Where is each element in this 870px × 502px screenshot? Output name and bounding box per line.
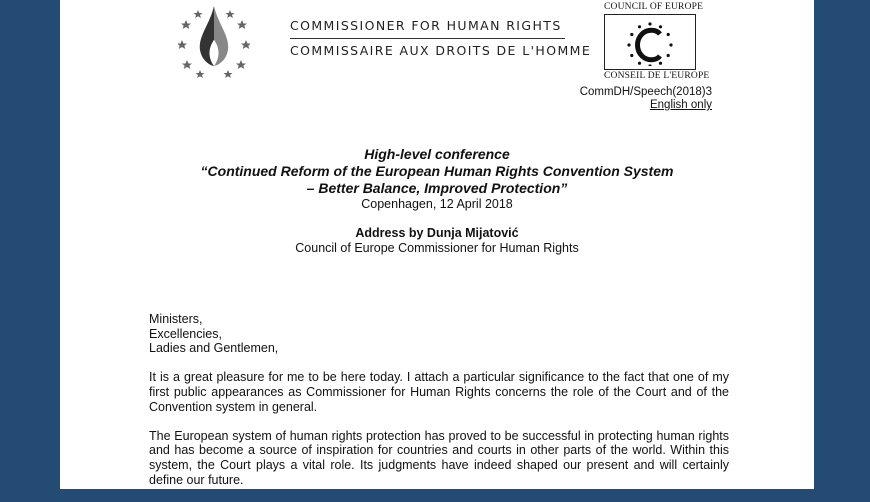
speaker-role: Council of Europe Commissioner for Human Rights	[295, 241, 579, 255]
coe-name-en: COUNCIL OF EUROPE	[604, 0, 696, 15]
commissioner-title-en: COMMISSIONER FOR HUMAN RIGHTS	[290, 18, 565, 39]
salutation-line: Ministers,	[149, 312, 203, 326]
paragraph: The European system of human rights protection has proved to be successful in protecting human rights and has become a source of inspiration for countries and courts in other parts of the world. Within this system, the Court plays a vital role. Its judgments have indeed shaped our present and will certainly define our future.	[149, 428, 729, 487]
council-of-europe-logo-block	[604, 0, 710, 81]
language-note: English only	[649, 99, 712, 111]
conference-title-line2: “Continued Reform of the European Human Rights Convention System	[200, 163, 674, 179]
speech-body	[149, 312, 729, 502]
speaker: Address by Dunja Mijatović	[355, 226, 519, 240]
commissioner-title-fr: COMMISSAIRE AUX DROITS DE L'HOMME	[290, 43, 592, 58]
conference-title-line3: – Better Balance, Improved Protection”	[306, 180, 568, 196]
conference-date: Copenhagen, 12 April 2018	[361, 197, 513, 211]
conference-heading	[60, 146, 814, 212]
council-of-europe-logo-icon	[623, 20, 677, 66]
commissioner-brand	[290, 18, 592, 58]
salutation-line: Ladies and Gentlemen,	[149, 341, 279, 356]
address-heading	[60, 226, 814, 256]
reference-code: CommDH/Speech(2018)3	[579, 86, 712, 98]
salutation-line: Excellencies,	[149, 326, 222, 341]
document-page	[60, 0, 814, 489]
paragraph: It is a great pleasure for me to be here today. I attach a particular significance to the fact that one of my first public appearances as Commissioner for Human Rights concerns the role of the Court and of the Convention system in general.	[149, 370, 729, 414]
salutations	[149, 312, 729, 356]
commissioner-emblem-icon	[178, 2, 250, 80]
conference-title-line1: High-level conference	[364, 146, 510, 162]
coe-name-fr: CONSEIL DE L'EUROPE	[604, 71, 710, 81]
document-reference	[580, 86, 712, 112]
